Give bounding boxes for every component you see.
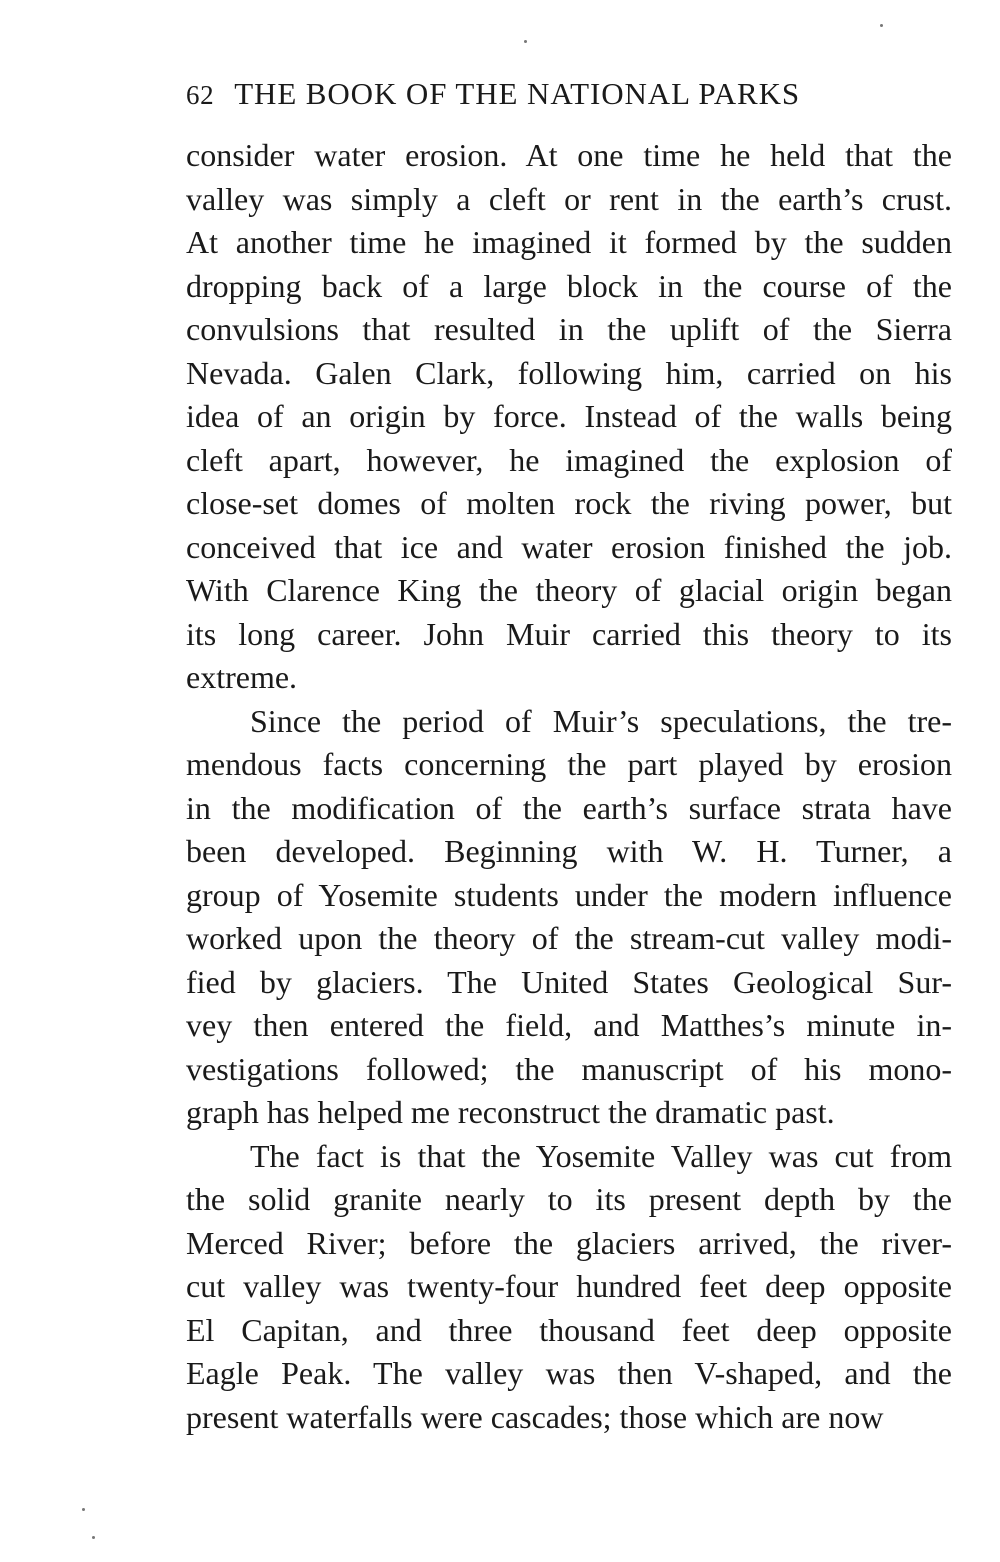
page-number: 62 bbox=[186, 80, 215, 110]
text-line: vey then entered the field, and Matthes’s minute in- bbox=[186, 1007, 952, 1043]
text-line: fied by glaciers. The United States Geological Sur- bbox=[186, 963, 952, 1000]
text-line: worked upon the theory of the stream-cut valley modi- bbox=[186, 920, 952, 956]
text-line: in the modification of the earth’s surface strata have bbox=[186, 789, 952, 826]
text-line: At another time he imagined it formed by the sudden bbox=[186, 224, 952, 260]
text-line: valley was simply a cleft or rent in the earth’s crust. bbox=[186, 180, 952, 217]
text-line: Nevada. Galen Clark, following him, carried on his bbox=[186, 354, 952, 391]
running-head bbox=[186, 72, 906, 116]
text-line: cleft apart, however, he imagined the explosion of bbox=[186, 441, 952, 478]
paper-speck bbox=[524, 40, 527, 43]
text-line: dropping back of a large block in the course of the bbox=[186, 267, 952, 304]
text-line: extreme. bbox=[186, 659, 298, 695]
text-line: been developed. Beginning with W. H. Turner, a bbox=[186, 833, 952, 869]
text-line: the solid granite nearly to its present depth by the bbox=[186, 1181, 952, 1217]
text-line: group of Yosemite students under the modern influence bbox=[186, 876, 952, 913]
paragraph bbox=[186, 134, 952, 700]
text-line: convulsions that resulted in the uplift of the Sierra bbox=[186, 311, 952, 347]
body-text bbox=[186, 134, 952, 1439]
paragraph bbox=[186, 1135, 952, 1440]
paragraph bbox=[186, 700, 952, 1135]
text-line: Eagle Peak. The valley was then V-shaped, and the bbox=[186, 1355, 952, 1391]
text-line: close-set domes of molten rock the riving power, but bbox=[186, 485, 952, 521]
text-line: graph has helped me reconstruct the dramatic past. bbox=[186, 1094, 835, 1130]
text-line: With Clarence King the theory of glacial origin began bbox=[186, 572, 952, 608]
paper-speck bbox=[880, 24, 883, 27]
text-line: cut valley was twenty-four hundred feet deep opposite bbox=[186, 1268, 952, 1304]
text-line: present waterfalls were cascades; those which are now bbox=[186, 1398, 884, 1435]
text-line: El Capitan, and three thousand feet deep opposite bbox=[186, 1311, 952, 1348]
paper-speck bbox=[92, 1536, 95, 1539]
paper-speck bbox=[82, 1508, 85, 1511]
text-line: mendous facts concerning the part played by erosion bbox=[186, 746, 952, 782]
text-line: Since the period of Muir’s speculations, the tre- bbox=[250, 702, 952, 739]
text-line: Merced River; before the glaciers arrived, the river- bbox=[186, 1224, 952, 1261]
text-line: The fact is that the Yosemite Valley was cut from bbox=[250, 1137, 952, 1174]
text-line: idea of an origin by force. Instead of the walls being bbox=[186, 398, 952, 434]
text-line: conceived that ice and water erosion finished the job. bbox=[186, 528, 952, 565]
text-line: consider water erosion. At one time he held that the bbox=[186, 137, 952, 173]
running-title: THE BOOK OF THE NATIONAL PARKS bbox=[234, 76, 801, 111]
text-line: vestigations followed; the manuscript of his mono- bbox=[186, 1050, 952, 1087]
text-line: its long career. John Muir carried this theory to its bbox=[186, 615, 952, 652]
